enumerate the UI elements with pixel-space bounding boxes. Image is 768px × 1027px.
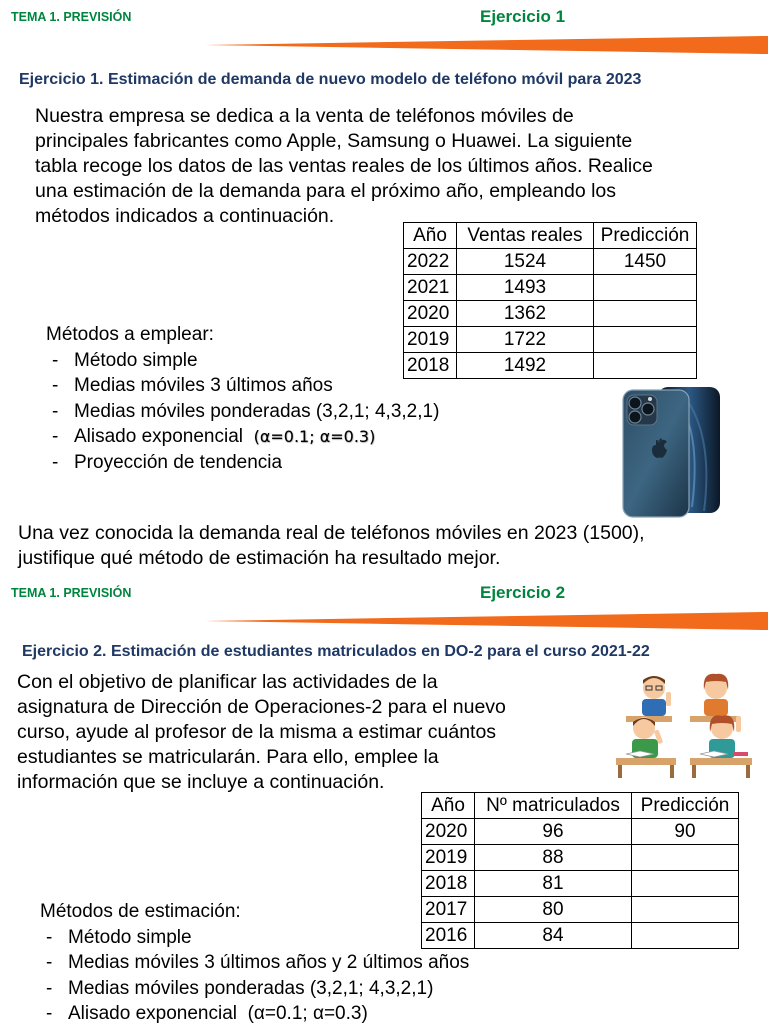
table-header-row xyxy=(422,793,739,819)
year-cell: 2019 xyxy=(404,327,457,353)
intro-line: curso, ayude al profesor de la misma a estimar cuántos xyxy=(17,721,497,743)
column-header: Nº matriculados xyxy=(475,793,632,819)
year-cell: 2017 xyxy=(422,897,475,923)
column-header: Predicción xyxy=(632,793,739,819)
list-item: - Método simple xyxy=(52,349,198,371)
year-cell: 2020 xyxy=(422,819,475,845)
intro-line: estudiantes se matricularán. Para ello, emplee la xyxy=(17,746,439,768)
phone-image xyxy=(622,387,720,518)
prediction-cell: 1450 xyxy=(594,249,697,275)
year-cell: 2018 xyxy=(422,871,475,897)
orange-divider xyxy=(205,612,768,630)
alpha-note: (α=0.1; α=0.3) xyxy=(247,1003,368,1024)
prediction-cell xyxy=(594,353,697,379)
list-item: - Método simple xyxy=(46,926,192,948)
column-header: Año xyxy=(422,793,475,819)
prediction-cell xyxy=(632,923,739,949)
methods-list xyxy=(40,899,469,1027)
list-item: - Medias móviles 3 últimos años y 2 últimos años xyxy=(46,952,470,973)
list-item: - Medias móviles 3 últimos años xyxy=(52,375,333,396)
table-row xyxy=(404,275,697,301)
prediction-cell xyxy=(594,327,697,353)
value-cell: 80 xyxy=(475,897,632,923)
sales-table xyxy=(403,222,697,379)
value-cell: 81 xyxy=(475,871,632,897)
value-cell: 1524 xyxy=(457,249,594,275)
prediction-cell xyxy=(632,871,739,897)
section-header-topic: TEMA 1. PREVISIÓN xyxy=(11,10,132,24)
value-cell: 1362 xyxy=(457,301,594,327)
value-cell: 84 xyxy=(475,923,632,949)
prediction-cell xyxy=(594,275,697,301)
intro-line: Nuestra empresa se dedica a la venta de teléfonos móviles de xyxy=(35,105,574,127)
intro-line: información que se incluye a continuación. xyxy=(17,771,385,793)
methods-heading: Métodos de estimación: xyxy=(40,901,241,922)
prediction-cell xyxy=(594,301,697,327)
table-row xyxy=(422,819,739,845)
closing-text xyxy=(18,521,645,571)
list-item: - Proyección de tendencia xyxy=(52,451,283,473)
exercise-title: Ejercicio 1. Estimación de demanda de nuevo modelo de teléfono móvil para 2023 xyxy=(19,71,642,88)
year-cell: 2019 xyxy=(422,845,475,871)
closing-line: Una vez conocida la demanda real de teléfonos móviles en 2023 (1500), xyxy=(18,522,645,544)
table-row xyxy=(404,353,697,379)
table-header-row xyxy=(404,223,697,249)
table-row xyxy=(404,249,697,275)
year-cell: 2021 xyxy=(404,275,457,301)
year-cell: 2022 xyxy=(404,249,457,275)
intro-line: Con el objetivo de planificar las actividades de la xyxy=(17,671,438,693)
table-row xyxy=(404,327,697,353)
alpha-note: (α=0.1; α=0.3) xyxy=(253,427,376,446)
prediction-cell xyxy=(632,897,739,923)
column-header: Predicción xyxy=(594,223,697,249)
methods-list xyxy=(46,322,439,475)
list-item: - Alisado exponencial (α=0.1; α=0.3) xyxy=(40,1001,469,1027)
column-header: Año xyxy=(404,223,457,249)
classroom-illustration xyxy=(612,672,758,780)
section-header-topic: TEMA 1. PREVISIÓN xyxy=(11,586,132,600)
year-cell: 2020 xyxy=(404,301,457,327)
intro-line: tabla recoge los datos de las ventas reales de los últimos años. Realice xyxy=(35,155,653,177)
intro-line: asignatura de Dirección de Operaciones-2 para el nuevo xyxy=(17,696,506,718)
value-cell: 88 xyxy=(475,845,632,871)
intro-line: principales fabricantes como Apple, Samsung o Huawei. La siguiente xyxy=(35,130,633,152)
value-cell: 1722 xyxy=(457,327,594,353)
year-cell: 2016 xyxy=(422,923,475,949)
table-row xyxy=(422,871,739,897)
orange-divider xyxy=(205,36,768,54)
exercise-label: Ejercicio 2 xyxy=(480,583,566,602)
exercise-title: Ejercicio 2. Estimación de estudiantes matriculados en DO-2 para el curso 2021-22 xyxy=(22,643,650,660)
value-cell: 96 xyxy=(475,819,632,845)
table-row xyxy=(422,845,739,871)
closing-line: justifique qué método de estimación ha resultado mejor. xyxy=(18,547,501,569)
column-header: Ventas reales xyxy=(457,223,594,249)
table-row xyxy=(404,301,697,327)
value-cell: 1493 xyxy=(457,275,594,301)
list-item: - Medias móviles ponderadas (3,2,1; 4,3,2,1) xyxy=(52,400,440,422)
prediction-cell: 90 xyxy=(632,819,739,845)
exercise-intro xyxy=(35,104,727,229)
exercise-intro xyxy=(17,670,558,795)
intro-line: una estimación de la demanda para el próximo año, empleando los xyxy=(35,180,617,202)
exercise-label: Ejercicio 1 xyxy=(480,7,566,26)
prediction-cell xyxy=(632,845,739,871)
year-cell: 2018 xyxy=(404,353,457,379)
list-item: - Alisado exponencial (α=0.1; α=0.3) xyxy=(46,424,439,450)
list-item: - Medias móviles ponderadas (3,2,1; 4,3,2,1) xyxy=(46,977,434,999)
intro-line: métodos indicados a continuación. xyxy=(35,205,335,227)
methods-heading: Métodos a emplear: xyxy=(46,324,214,345)
value-cell: 1492 xyxy=(457,353,594,379)
